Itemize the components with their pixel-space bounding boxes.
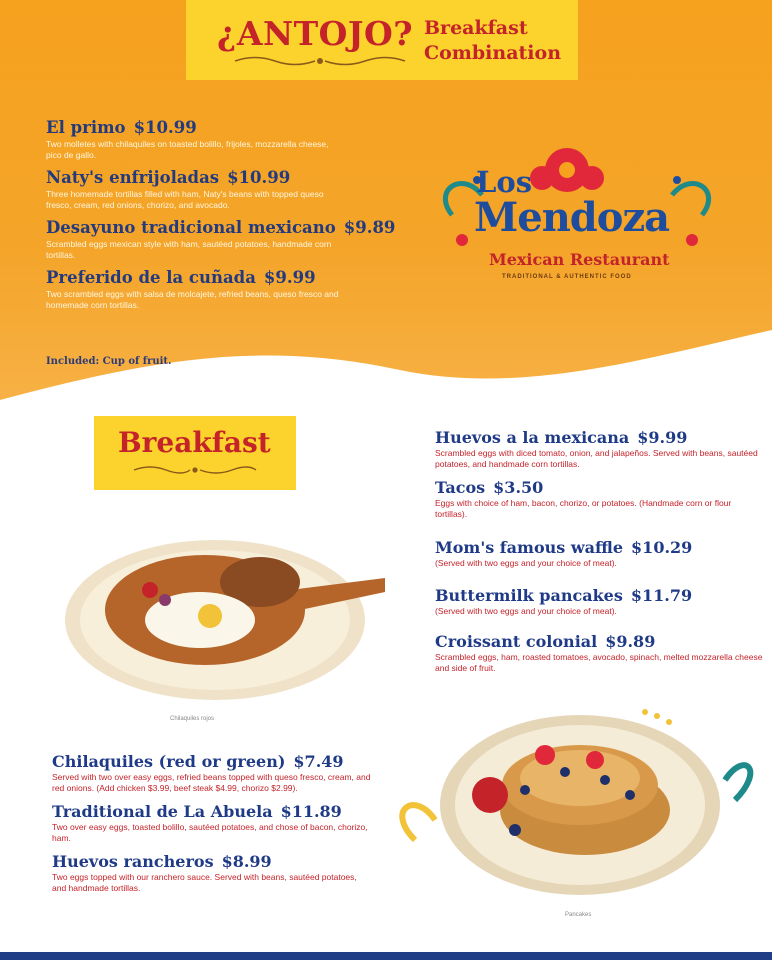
flourish-ornament xyxy=(130,464,260,476)
combination-list xyxy=(46,118,396,318)
included-note: Included: Cup of fruit. xyxy=(46,356,172,367)
breakfast-list-right xyxy=(435,428,765,674)
item-name: Huevos rancheros xyxy=(52,852,214,871)
item-name: El primo xyxy=(46,118,126,137)
item-name: Preferido de la cuñada xyxy=(46,268,256,287)
chilaquiles-photo xyxy=(40,520,390,710)
flourish-ornament xyxy=(230,54,410,68)
item-description: Two eggs topped with our ranchero sauce. Served with beans, sautéed potatoes, and handmade tortillas. xyxy=(52,872,357,893)
item-price: $3.50 xyxy=(493,478,544,497)
item-description: Two molletes with chilaquiles on toasted bolillo, frijoles, mozzarella cheese, pico de gallo. xyxy=(46,139,329,160)
item-name: Croissant colonial xyxy=(435,632,598,651)
antojo-heading: ¿ANTOJO? xyxy=(217,14,414,53)
combo-item xyxy=(46,218,396,261)
item-description: Eggs with choice of ham, bacon, chorizo, or potatoes. (Handmade corn or flour tortillas). xyxy=(435,498,732,519)
item-name: Tacos xyxy=(435,478,486,497)
combination-heading xyxy=(424,16,561,66)
logo-mendoza: Mendoza xyxy=(474,194,670,241)
logo-los: Los xyxy=(476,165,533,199)
item-price: $9.89 xyxy=(343,218,396,237)
menu-item xyxy=(435,428,765,478)
menu-item xyxy=(52,852,372,894)
breakfast-list-left xyxy=(52,752,372,902)
item-name: Desayuno tradicional mexicano xyxy=(46,218,336,237)
item-description: Scrambled eggs mexican style with ham, sautéed potatoes, handmade corn tortillas. xyxy=(46,239,332,260)
pancakes-photo xyxy=(395,700,765,905)
item-description: Scrambled eggs with diced tomato, onion, and jalapeños. Served with beans, sautéed potatoes, and handmade corn tortillas. xyxy=(435,448,758,469)
menu-item xyxy=(52,752,372,794)
item-name: Traditional de La Abuela xyxy=(52,802,273,821)
breakfast-heading: Breakfast xyxy=(118,426,271,459)
menu-item xyxy=(435,478,765,538)
bottom-rule xyxy=(0,952,772,960)
menu-item xyxy=(435,586,765,632)
photo-caption-pancakes: Pancakes xyxy=(565,912,592,918)
item-price: $10.99 xyxy=(133,118,197,137)
menu-item xyxy=(435,538,765,586)
item-price: $9.89 xyxy=(605,632,656,651)
item-description: Scrambled eggs, ham, roasted tomatoes, avocado, spinach, melted mozzarella cheese and side of fruit. xyxy=(435,652,763,673)
combo-item xyxy=(46,268,396,311)
item-price: $10.29 xyxy=(631,538,693,557)
logo-tagline: TRADITIONAL & AUTHENTIC FOOD xyxy=(502,274,632,280)
item-price: $11.79 xyxy=(630,586,693,605)
menu-item xyxy=(52,802,372,844)
photo-caption-chilaquiles: Chilaquiles rojos xyxy=(170,716,215,722)
item-name: Chilaquiles (red or green) xyxy=(52,752,286,771)
logo-subtitle: Mexican Restaurant xyxy=(489,250,670,269)
item-price: $9.99 xyxy=(263,268,316,287)
item-name: Naty's enfrijoladas xyxy=(46,168,220,187)
menu-item xyxy=(435,632,765,674)
item-description: (Served with two eggs and your choice of meat). xyxy=(435,558,617,568)
item-description: (Served with two eggs and your choice of meat). xyxy=(435,606,617,616)
item-price: $8.99 xyxy=(221,852,272,871)
item-description: Three homemade tortillas filled with ham, Naty's beans with topped queso fresco, cream, red onions, chorizo, and avocado. xyxy=(46,189,324,210)
item-price: $7.49 xyxy=(293,752,344,771)
combo-item xyxy=(46,118,396,161)
item-name: Buttermilk pancakes xyxy=(435,586,623,605)
item-name: Mom's famous waffle xyxy=(435,538,624,557)
item-price: $10.99 xyxy=(227,168,291,187)
item-description: Two scrambled eggs with salsa de molcajete, refried beans, queso fresco and homemade corn tortillas. xyxy=(46,289,339,310)
combination-line-1: Breakfast xyxy=(424,17,528,39)
combination-line-2: Combination xyxy=(424,42,562,64)
item-price: $11.89 xyxy=(280,802,342,821)
item-description: Two over easy eggs, toasted bolillo, sautéed potatoes, and chose of bacon, chorizo, ham. xyxy=(52,822,368,843)
combo-item xyxy=(46,168,396,211)
item-description: Served with two over easy eggs, refried beans topped with queso fresco, cream, and red onions. (Add chicken $3.99, beef steak $4.99, chorizo $2.99). xyxy=(52,772,371,793)
item-price: $9.99 xyxy=(637,428,688,447)
item-name: Huevos a la mexicana xyxy=(435,428,630,447)
